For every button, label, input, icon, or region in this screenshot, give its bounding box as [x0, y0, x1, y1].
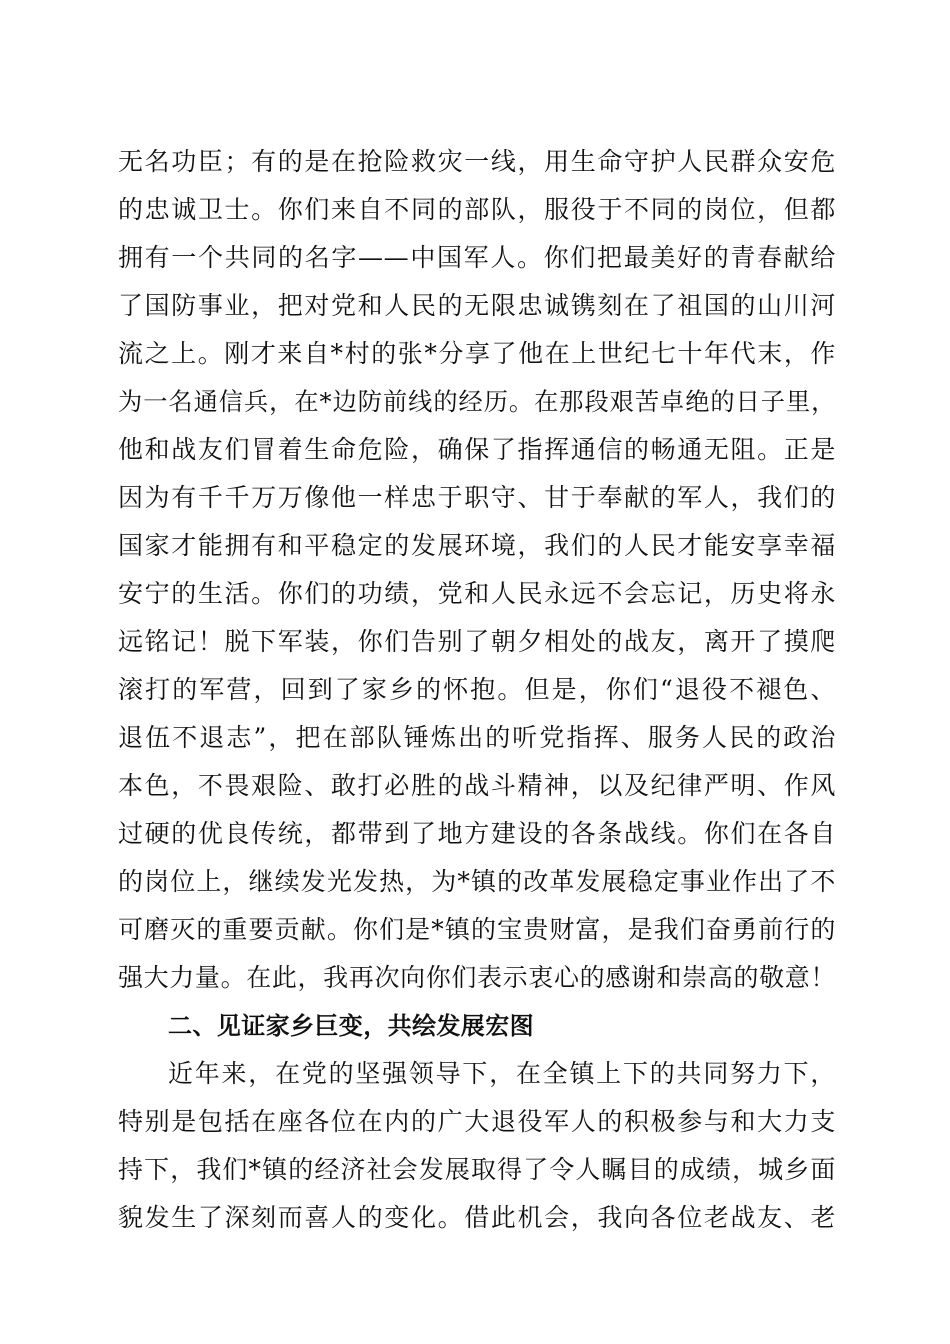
text-line: 的忠诚卫士。你们来自不同的部队，服役于不同的岗位，但都	[118, 195, 836, 224]
text-line: 为一名通信兵，在*边防前线的经历。在那段艰苦卓绝的日子里，	[118, 388, 836, 416]
paragraph-2	[118, 1050, 836, 1242]
text-line: 拥有一个共同的名字——中国军人。你们把最美好的青春献给	[118, 243, 836, 272]
text-line: 无名功臣；有的是在抢险救灾一线，用生命守护人民群众安危	[118, 147, 836, 176]
text-line: 貌发生了深刻而喜人的变化。借此机会，我向各位老战友、老	[118, 1203, 836, 1232]
section-heading: 二、见证家乡巨变，共绘发展宏图	[168, 1012, 534, 1040]
text-line: 特别是包括在座各位在内的广大退役军人的积极参与和大力支	[118, 1107, 836, 1136]
text-line: 持下，我们*镇的经济社会发展取得了令人瞩目的成绩，城乡面	[118, 1155, 836, 1184]
text-line: 近年来，在党的坚强领导下，在全镇上下的共同努力下，	[168, 1059, 836, 1088]
text-line: 退伍不退志”，把在部队锤炼出的听党指挥、服务人民的政治	[118, 723, 836, 752]
text-line: 安宁的生活。你们的功绩，党和人民永远不会忘记，历史将永	[118, 579, 836, 608]
text-line: 远铭记！脱下军装，你们告别了朝夕相处的战友，离开了摸爬	[118, 627, 836, 656]
text-line: 本色，不畏艰险、敢打必胜的战斗精神，以及纪律严明、作风	[118, 771, 836, 800]
text-line: 可磨灭的重要贡献。你们是*镇的宝贵财富，是我们奋勇前行的	[118, 915, 836, 944]
text-line: 滚打的军营，回到了家乡的怀抱。但是，你们“退役不褪色、	[118, 675, 836, 704]
text-line: 国家才能拥有和平稳定的发展环境，我们的人民才能安享幸福	[118, 531, 836, 560]
text-line: 了国防事业，把对党和人民的无限忠诚镌刻在了祖国的山川河	[118, 291, 836, 320]
text-line: 流之上。刚才来自*村的张*分享了他在上世纪七十年代末，作	[118, 339, 836, 368]
text-line: 的岗位上，继续发光发热，为*镇的改革发展稳定事业作出了不	[118, 867, 836, 896]
text-line: 他和战友们冒着生命危险，确保了指挥通信的畅通无阻。正是	[118, 435, 836, 464]
text-line: 因为有千千万万像他一样忠于职守、甘于奉献的军人，我们的	[118, 483, 836, 512]
document-body	[118, 138, 836, 1242]
text-line: 过硬的优良传统，都带到了地方建设的各条战线。你们在各自	[118, 819, 836, 848]
paragraph-1	[118, 138, 836, 1002]
text-line: 强大力量。在此，我再次向你们表示衷心的感谢和崇高的敬意！	[118, 963, 836, 992]
